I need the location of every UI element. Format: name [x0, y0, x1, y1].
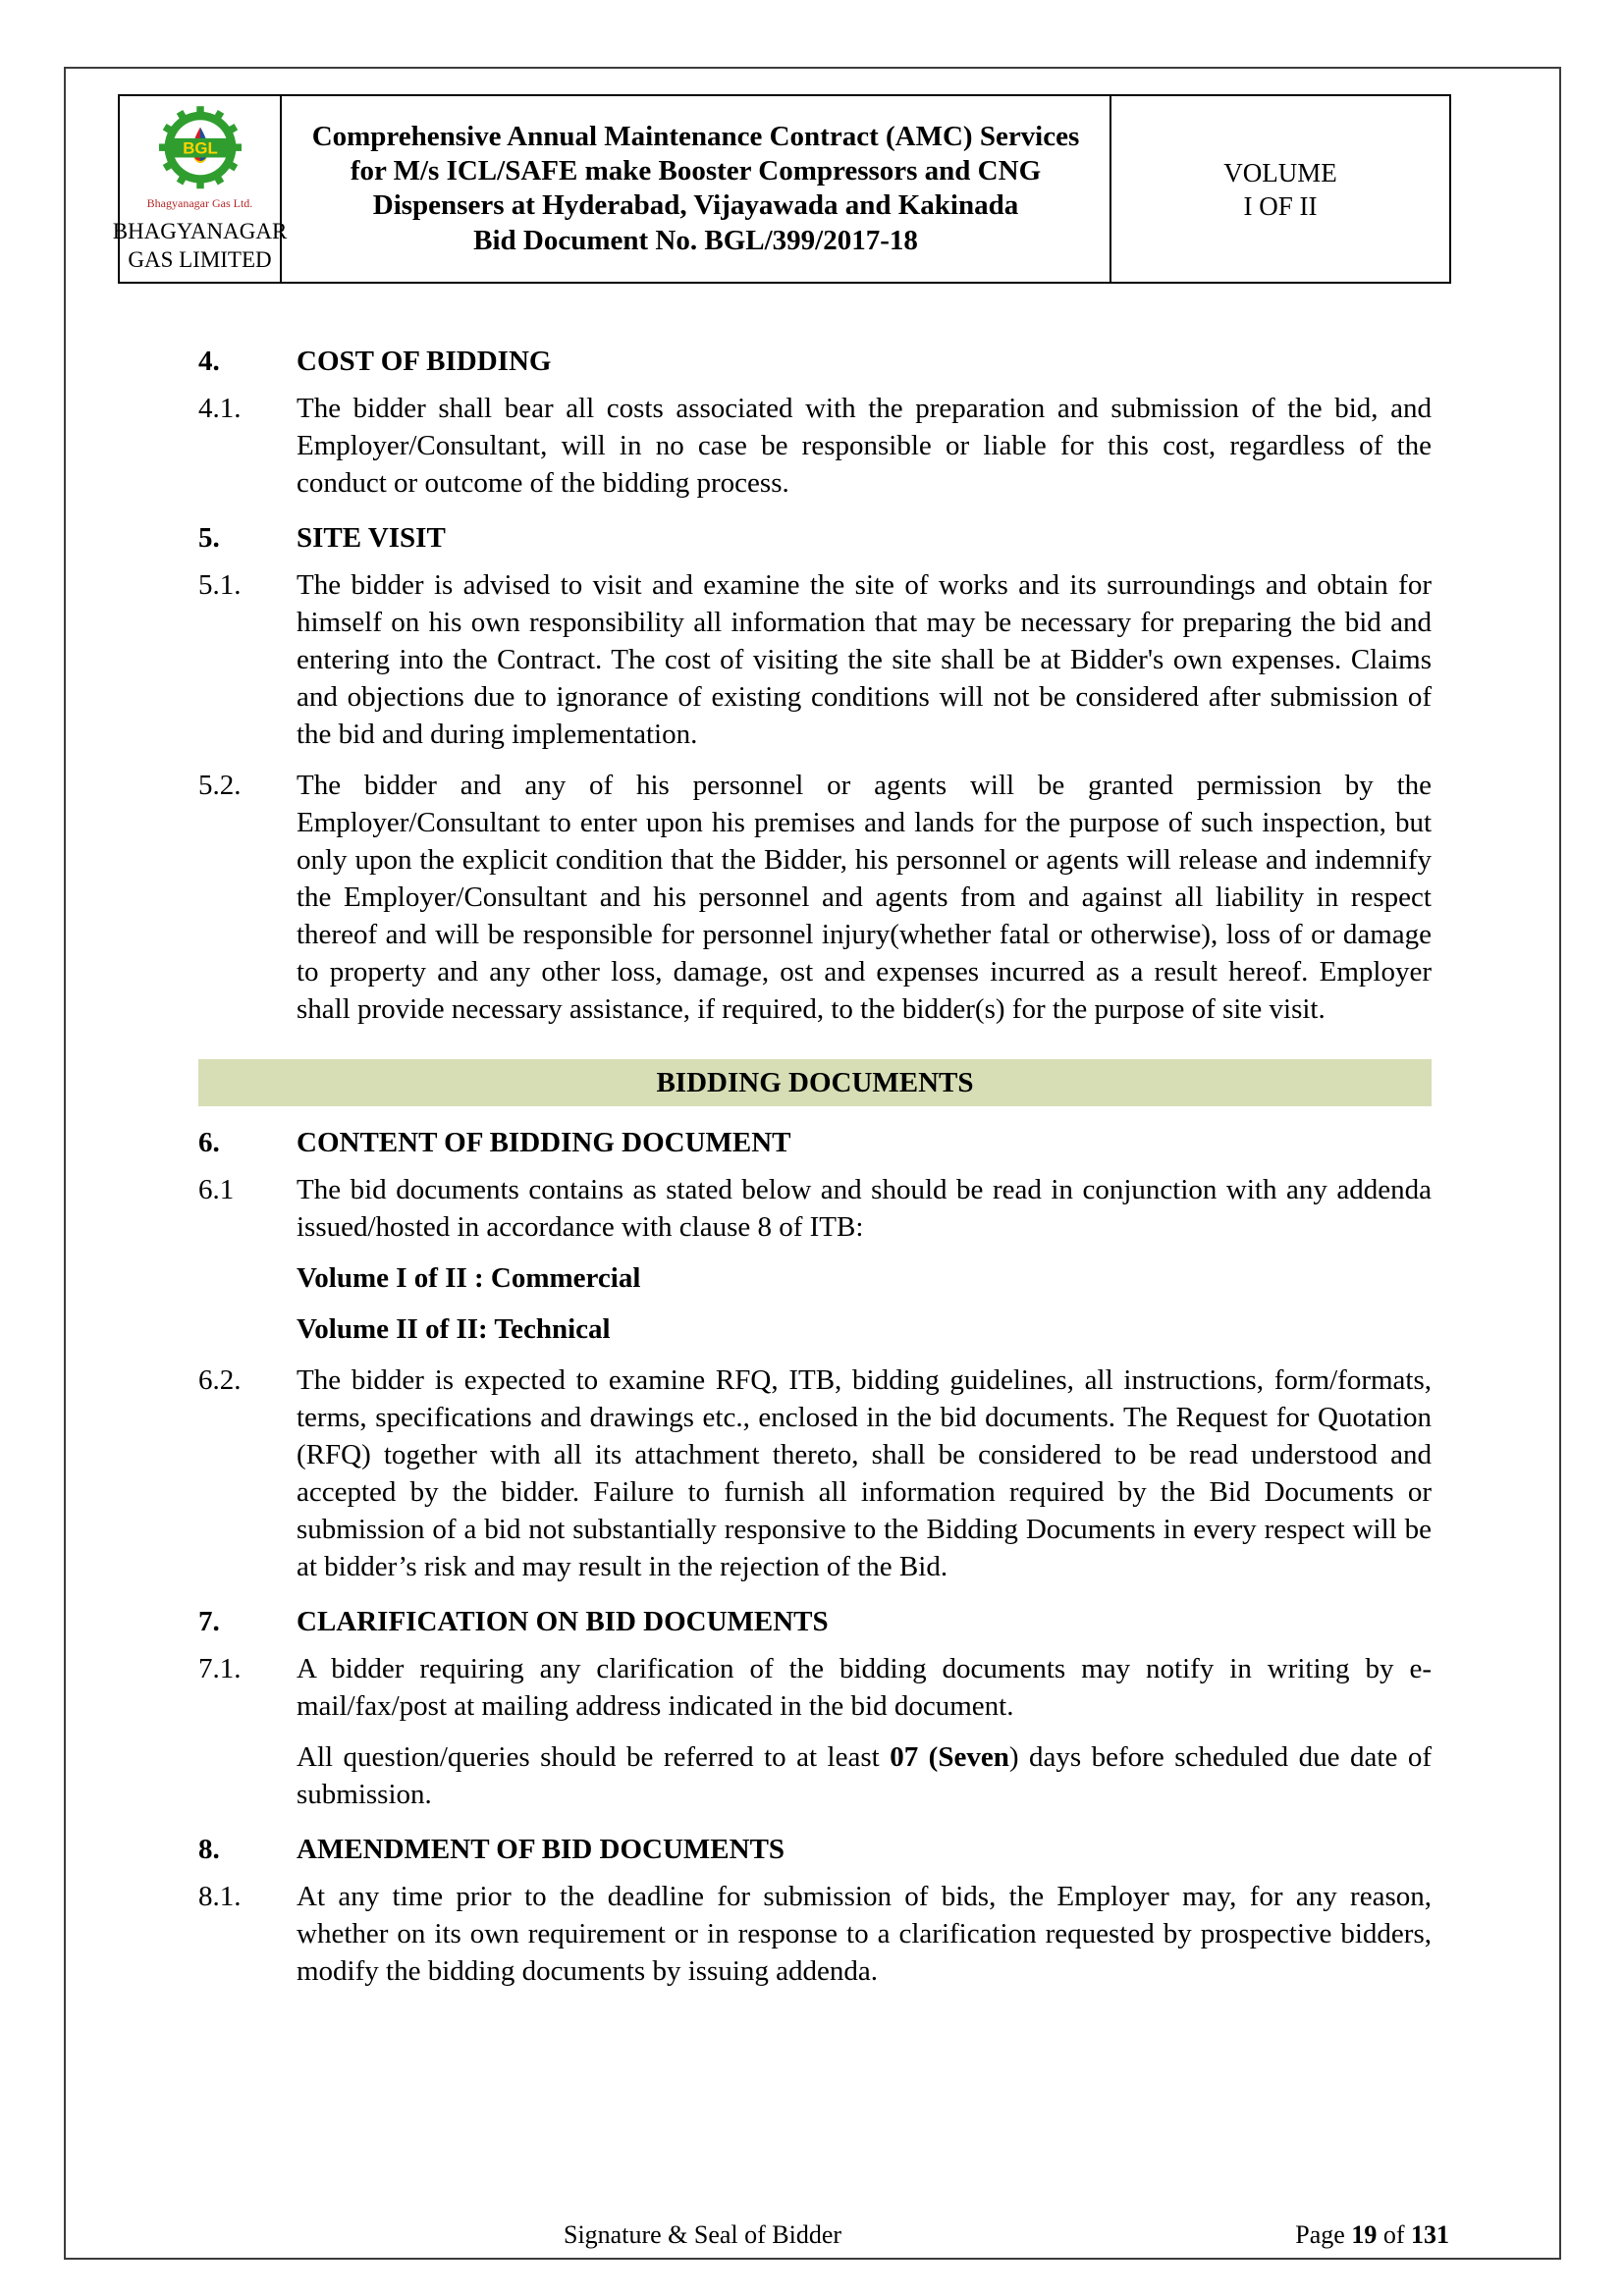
- clause-number: 5.2.: [198, 770, 242, 801]
- signature-seal-label: Signature & Seal of Bidder: [564, 2220, 842, 2249]
- clause-text: The bid documents contains as stated below and should be read in conjunction with any addenda issued/hosted in accordance with clause 8 of ITB:: [297, 1174, 1432, 1243]
- organization-name-line1: BHAGYANAGAR: [112, 219, 288, 243]
- empty-number-column: [198, 1259, 297, 1297]
- page-footer: [198, 2220, 1449, 2250]
- bidding-documents-banner: BIDDING DOCUMENTS: [198, 1059, 1432, 1106]
- empty-number-column: [198, 1738, 297, 1813]
- page-total: 131: [1411, 2220, 1449, 2249]
- empty-number-column: [198, 1310, 297, 1348]
- page-number-indicator: [1295, 2220, 1449, 2250]
- section-number: 6.: [198, 1127, 220, 1158]
- document-title: Comprehensive Annual Maintenance Contract (AMC) Services for M/s ICL/SAFE make Booster Compressors and CNG Dispensers at Hyderabad, Vijayawada and Kakinada: [311, 121, 1080, 221]
- clause-text: The bidder shall bear all costs associated with the preparation and submission of the bid, and Employer/Consultant, will in no case be responsible or liable for this cost, regardless of the conduct or outcome of the bidding process.: [297, 393, 1432, 499]
- volume-label: VOLUME: [1223, 157, 1337, 187]
- volume-commercial-line: [198, 1259, 1432, 1297]
- section-heading-text: AMENDMENT OF BID DOCUMENTS: [297, 1834, 785, 1865]
- section-heading-text: SITE VISIT: [297, 522, 446, 554]
- section-heading-5: [198, 519, 1432, 557]
- title-cell: [282, 96, 1111, 282]
- organization-name: [113, 217, 288, 274]
- clause-text: A bidder requiring any clarification of the bidding documents may notify in writing by e-mail/fax/post at mailing address indicated in the bid document.: [297, 1653, 1432, 1722]
- clause-text-post: ) days before scheduled due date of submission.: [297, 1741, 1432, 1810]
- volume-cell: [1111, 96, 1449, 282]
- logo-cell: [112, 96, 288, 282]
- section-number: 5.: [198, 522, 220, 554]
- section-heading-text: COST OF BIDDING: [297, 346, 552, 377]
- logo-acronym: BGL: [182, 138, 218, 158]
- clause-text-pre: All question/queries should be referred to at least: [297, 1741, 891, 1773]
- section-heading-text: CLARIFICATION ON BID DOCUMENTS: [297, 1606, 829, 1637]
- bold-line-text: Volume I of II : Commercial: [297, 1262, 641, 1294]
- clause-text-bold: 07 (Seven: [890, 1741, 1009, 1773]
- organization-name-line2: GAS LIMITED: [128, 247, 272, 272]
- clause-7-1: [198, 1650, 1432, 1725]
- clause-8-1: [198, 1878, 1432, 1990]
- bold-line-text: Volume II of II: Technical: [297, 1313, 611, 1345]
- volume-value: I OF II: [1243, 190, 1318, 221]
- clause-7-1-continuation: [198, 1738, 1432, 1813]
- clause-text: The bidder is advised to visit and examine the site of works and its surroundings and obtain for himself on his own responsibility all information that may be necessary for preparing the bid and entering into the Contract. The cost of visiting the site shall be at Bidder's own expenses. Claims and objections due to ignorance of existing conditions will not be considered after submission of the bid and during implementation.: [297, 569, 1432, 750]
- clause-4-1: [198, 390, 1432, 502]
- page-of: of: [1377, 2220, 1411, 2249]
- clause-number: 6.2.: [198, 1364, 242, 1396]
- bgl-logo-icon: [145, 104, 255, 196]
- section-heading-7: [198, 1603, 1432, 1640]
- section-heading-8: [198, 1831, 1432, 1868]
- clause-number: 4.1.: [198, 393, 242, 424]
- clause-text: At any time prior to the deadline for submission of bids, the Employer may, for any reason, whether on its own requirement or in response to a clarification requested by prospective bidders, modify the bidding documents by issuing addenda.: [297, 1881, 1432, 1987]
- section-heading-6: [198, 1124, 1432, 1161]
- section-number: 8.: [198, 1834, 220, 1865]
- section-number: 4.: [198, 346, 220, 377]
- document-body: [66, 284, 1559, 1990]
- clause-6-1: [198, 1171, 1432, 1246]
- page-border: [64, 67, 1561, 2260]
- clause-5-1: [198, 566, 1432, 753]
- clause-number: 8.1.: [198, 1881, 242, 1912]
- clause-text: [297, 1738, 1432, 1813]
- clause-number: 6.1: [198, 1174, 235, 1205]
- clause-text: The bidder and any of his personnel or agents will be granted permission by the Employer/Consultant to enter upon his premises and lands for the purpose of such inspection, but only upon the explicit condition that the Bidder, his personnel or agents will release and indemnify the Employer/Consultant and his personnel and agents from and against all liability in respect thereof and will be responsible for personnel injury(whether fatal or otherwise), loss of or damage to property and any other loss, damage, ost and expenses incurred as a result hereof. Employer shall provide necessary assistance, if required, to the bidder(s) for the purpose of site visit.: [297, 770, 1432, 1025]
- page-number: 19: [1351, 2220, 1378, 2249]
- clause-text: The bidder is expected to examine RFQ, ITB, bidding guidelines, all instructions, form/formats, terms, specifications and drawings etc., enclosed in the bid documents. The Request for Quotation (RFQ) together with all its attachment thereto, shall be considered to be read understood and accepted by the bidder. Failure to furnish all information required by the Bid Documents or submission of a bid not substantially responsive to the Bidding Documents in every respect will be at bidder’s risk and may result in the rejection of the Bid.: [297, 1364, 1432, 1582]
- page-prefix: Page: [1295, 2220, 1352, 2249]
- document-header: [112, 94, 1451, 284]
- clause-number: 5.1.: [198, 569, 242, 601]
- bid-document-number: Bid Document No. BGL/399/2017-18: [473, 225, 918, 256]
- logo-subtext: Bhagyanagar Gas Ltd.: [146, 196, 253, 210]
- section-heading-4: [198, 343, 1432, 380]
- section-heading-text: CONTENT OF BIDDING DOCUMENT: [297, 1127, 791, 1158]
- section-number: 7.: [198, 1606, 220, 1637]
- clause-6-2: [198, 1362, 1432, 1585]
- clause-5-2: [198, 767, 1432, 1028]
- clause-number: 7.1.: [198, 1653, 242, 1684]
- volume-technical-line: [198, 1310, 1432, 1348]
